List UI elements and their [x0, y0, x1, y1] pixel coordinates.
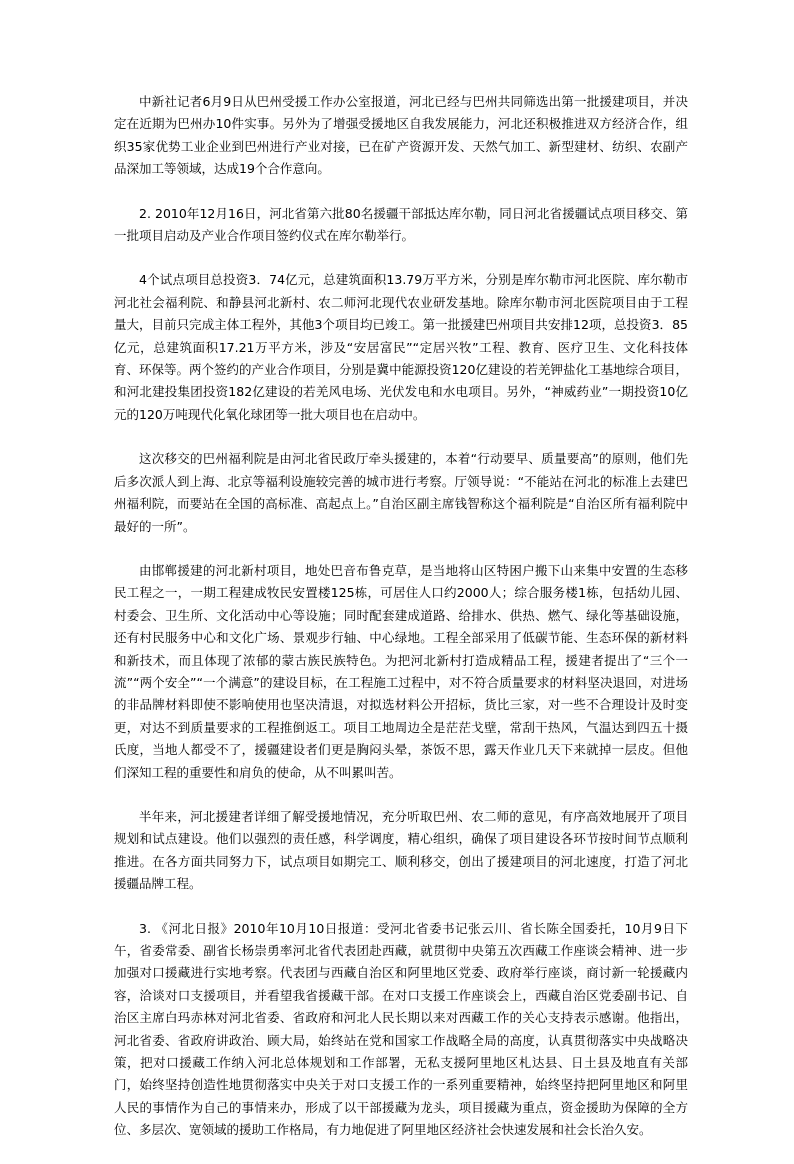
paragraph-welfare-home: 这次移交的巴州福利院是由河北省民政厅牵头援建的，本着“行动要早、质量要高”的原则，他们先后多次派人到上海、北京等福利设施较完善的城市进行考察。厅领导说：“不能站在河北的标准上去建巴州福利院，而要站在全国的高标准、高起点上。”自治区副主席钱智称这个福利院是“自治区所有福利院中最好的一所”。	[114, 451, 688, 534]
paragraph-hebei-daily-tibet: 3. 《河北日报》2010年10月10日报道：受河北省委书记张云川、省长陈全国委托，10月9日下午，省委常委、副省长杨崇勇率河北省代表团赴西藏，就贯彻中央第五次西藏工作座谈会精神、进一步加强对口援藏进行实地考察。代表团与西藏自治区和阿里地区党委、政府举行座谈，商讨新一轮援藏内容，洽谈对口支援项目，并看望我省援藏干部。在对口支援工作座谈会上，西藏自治区党委副书记、自治区主席白玛赤林对河北省委、省政府和河北人民长期以来对西藏工作的关心支持表示感谢。他指出，河北省委、省政府讲政治、顾大局，始终站在党和国家工作战略全局的高度，认真贯彻落实中央战略决策，把对口援藏工作纳入河北总体规划和工作部署，无私支援阿里地区札达县、日土县及地直有关部门，始终坚持创造性地贯彻落实中央关于对口支援工作的一系列重要精神，始终坚持把阿里地区和阿里人民的事情作为自己的事情来办，形成了以干部援藏为龙头，项目援藏为重点，资金援助为保障的全方位、多层次、宽领域的援助工作格局，有力地促进了阿里地区经济社会快速发展和社会长治久安。	[114, 920, 688, 1138]
paragraph-pilot-projects: 4个试点项目总投资3．74亿元，总建筑面积13.79万平方米，分别是库尔勒市河北医院、库尔勒市河北社会福利院、和静县河北新村、农二师河北现代农业研发基地。除库尔勒市河北医院项目由于工程量大，目前只完成主体工程外，其他3个项目均已竣工。第一批援建巴州项目共安排12项，总投资3．85亿元，总建筑面积17.21万平方米，涉及“安居富民”“定居兴牧”工程、教育、医疗卫生、文化科技体育、环保等。两个签约的产业合作项目，分别是冀中能源投资120亿建设的若羌钾盐化工基地综合项目，和河北建投集团投资182亿建设的若羌风电场、光伏发电和水电项目。另外，“神威药业”一期投资10亿元的120万吨现代化氧化球团等一批大项目也在启动中。	[114, 272, 688, 422]
document-body	[114, 91, 688, 1164]
paragraph-kuerle-ceremony: 2. 2010年12月16日，河北省第六批80名援疆干部抵达库尔勒，同日河北省援疆试点项目移交、第一批项目启动及产业合作项目签约仪式在库尔勒举行。	[114, 205, 688, 244]
paragraph-haibei-bazhou-projects: 中新社记者6月9日从巴州受援工作办公室报道，河北已经与巴州共同筛选出第一批援建项目，并决定在近期为巴州办10件实事。另外为了增强受援地区自我发展能力，河北还积极推进双方经济合作，组织35家优势工业企业到巴州进行产业对接，已在矿产资源开发、天然气加工、新型建材、纺织、农副产品深加工等领域，达成19个合作意向。	[114, 94, 688, 177]
paragraph-hebei-village: 由邯郸援建的河北新村项目，地处巴音布鲁克草，是当地将山区特困户搬下山来集中安置的生态移民工程之一，一期工程建成牧民安置楼125栋，可居住人口约2000人；综合服务楼1栋，包括幼儿园、村委会、卫生所、文化活动中心等设施；同时配套建成道路、给排水、供热、燃气、绿化等基础设施，还有村民服务中心和文化广场、景观步行轴、中心绿地。工程全部采用了低碳节能、生态环保的新材料和新技术，而且体现了浓郁的蒙古族民族特色。为把河北新村打造成精品工程，援建者提出了“三个一流”“两个安全”“一个满意”的建设目标，在工程施工过程中，对不符合质量要求的材料坚决退回，对进场的非品牌材料即使不影响使用也坚决清退，对拟选材料公开招标，货比三家，对一些不合理设计及时变更，对达不到质量要求的工程推倒返工。项目工地周边全是茫茫戈壁，常刮干热风，气温达到四五十摄氏度，当地人都受不了，援疆建设者们更是胸闷头晕，茶饭不思，露天作业几天下来就掉一层皮。但他们深知工程的重要性和肩负的使命，从不叫累叫苦。	[114, 562, 688, 780]
paragraph-half-year-summary: 半年来，河北援建者详细了解受援地情况，充分听取巴州、农二师的意见，有序高效地展开了项目规划和试点建设。他们以强烈的责任感，科学调度，精心组织，确保了项目建设各环节按时间节点顺利推进。在各方面共同努力下，试点项目如期完工、顺利移交，创出了援建项目的河北速度，打造了河北援疆品牌工程。	[114, 808, 688, 892]
